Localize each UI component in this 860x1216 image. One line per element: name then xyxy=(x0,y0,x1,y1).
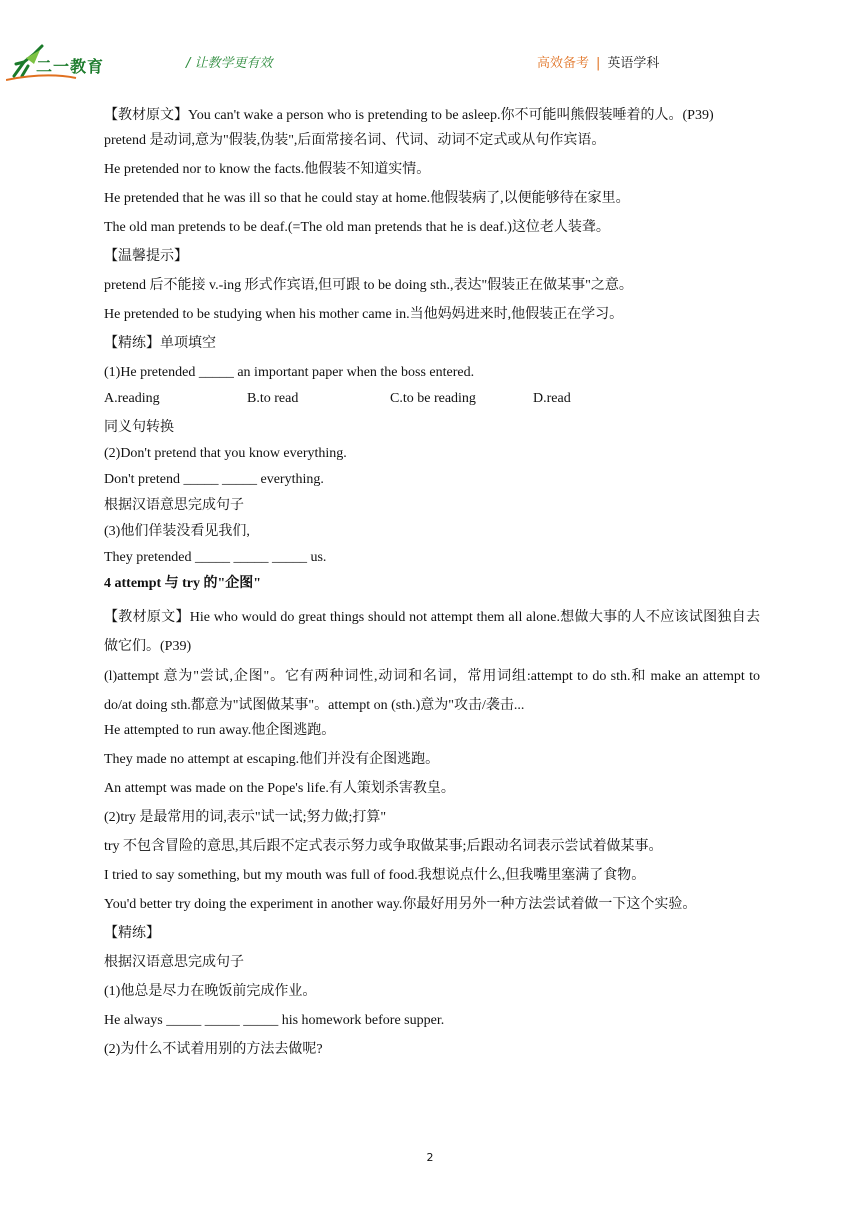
paragraph: An attempt was made on the Pope's life.有人策划杀害教皇。 xyxy=(104,781,455,796)
paragraph: He pretended to be studying when his mother came in.当他妈妈进来时,他假装正在学习。 xyxy=(104,307,624,322)
answer-options xyxy=(104,389,760,408)
option-b: B.to read xyxy=(247,391,299,406)
paragraph: He pretended that he was ill so that he could stay at home.他假装病了,以便能够待在家里。 xyxy=(104,191,630,206)
page-header xyxy=(0,0,860,90)
document-body xyxy=(104,101,760,1069)
paragraph: (1)他总是尽力在晚饭前完成作业。 xyxy=(104,984,317,999)
paragraph: (2)Don't pretend that you know everything. xyxy=(104,446,347,461)
page-number: 2 xyxy=(426,1151,434,1164)
paragraph: 根据汉语意思完成句子 xyxy=(104,498,244,513)
paragraph: (l)attempt 意为"尝试,企图"。它有两种词性,动词和名词，常用词组:attempt to do sth.和 make an attempt to do/at doing sth.都意为"试图做某事"。attempt on (sth.)意为"攻击/袭击... xyxy=(104,669,760,713)
paragraph: You'd better try doing the experiment in another way.你最好用另外一种方法尝试着做一下这个实验。 xyxy=(104,897,697,912)
paragraph: try 不包含冒险的意思,其后跟不定式表示努力或争取做某事;后跟动名词表示尝试着做某事。 xyxy=(104,839,663,854)
header-subject-name: 英语学科 xyxy=(607,56,660,71)
paragraph: pretend 后不能接 v.-ing 形式作宾语,但可跟 to be doing sth.,表达"假装正在做某事"之意。 xyxy=(104,278,633,293)
paragraph: Don't pretend _____ _____ everything. xyxy=(104,472,324,487)
paragraph: (1)He pretended _____ an important paper when the boss entered. xyxy=(104,365,475,380)
paragraph: 【精练】 xyxy=(104,926,160,941)
paragraph: 【温馨提示】 xyxy=(104,249,188,264)
paragraph: He attempted to run away.他企图逃跑。 xyxy=(104,723,336,738)
slogan: / 让教学更有效 xyxy=(186,56,273,71)
paragraph: 【教材原文】You can't wake a person who is pretending to be asleep.你不可能叫熊假装唾着的人。(P39) xyxy=(104,108,714,123)
paragraph: 【精练】单项填空 xyxy=(104,336,216,351)
paragraph: They pretended _____ _____ _____ us. xyxy=(104,550,327,565)
paragraph: (2)try 是最常用的词,表示"试一试;努力做;打算" xyxy=(104,810,387,825)
paragraph: 【教材原文】Hie who would do great things should not attempt them all alone.想做大事的人不应该试图独自去做它们。(P39) xyxy=(104,610,760,654)
header-subject xyxy=(537,52,659,71)
option-d: D.read xyxy=(533,391,571,406)
paragraph: They made no attempt at escaping.他们并没有企图逃跑。 xyxy=(104,752,440,767)
section-heading: 4 attempt 与 try 的"企图" xyxy=(104,576,262,591)
paragraph: He pretended nor to know the facts.他假装不知道实情。 xyxy=(104,162,431,177)
header-separator: | xyxy=(596,56,601,71)
logo-text: 二一教育 xyxy=(36,57,105,76)
option-a: A.reading xyxy=(104,391,160,406)
paragraph: 同义句转换 xyxy=(104,420,174,435)
header-tag: 高效备考 xyxy=(537,56,590,71)
option-c: C.to be reading xyxy=(390,391,476,406)
paragraph: The old man pretends to be deaf.(=The old man pretends that he is deaf.)这位老人装聋。 xyxy=(104,220,610,235)
paragraph: (3)他们佯装没看见我们, xyxy=(104,524,250,539)
paragraph: (2)为什么不试着用别的方法去做呢? xyxy=(104,1042,323,1057)
paragraph: I tried to say something, but my mouth was full of food.我想说点什么,但我嘴里塞满了食物。 xyxy=(104,868,646,883)
paragraph: 根据汉语意思完成句子 xyxy=(104,955,244,970)
paragraph: pretend 是动词,意为"假装,伪装",后面常接名词、代词、动词不定式或从句作宾语。 xyxy=(104,133,606,148)
paragraph: He always _____ _____ _____ his homework before supper. xyxy=(104,1013,445,1028)
